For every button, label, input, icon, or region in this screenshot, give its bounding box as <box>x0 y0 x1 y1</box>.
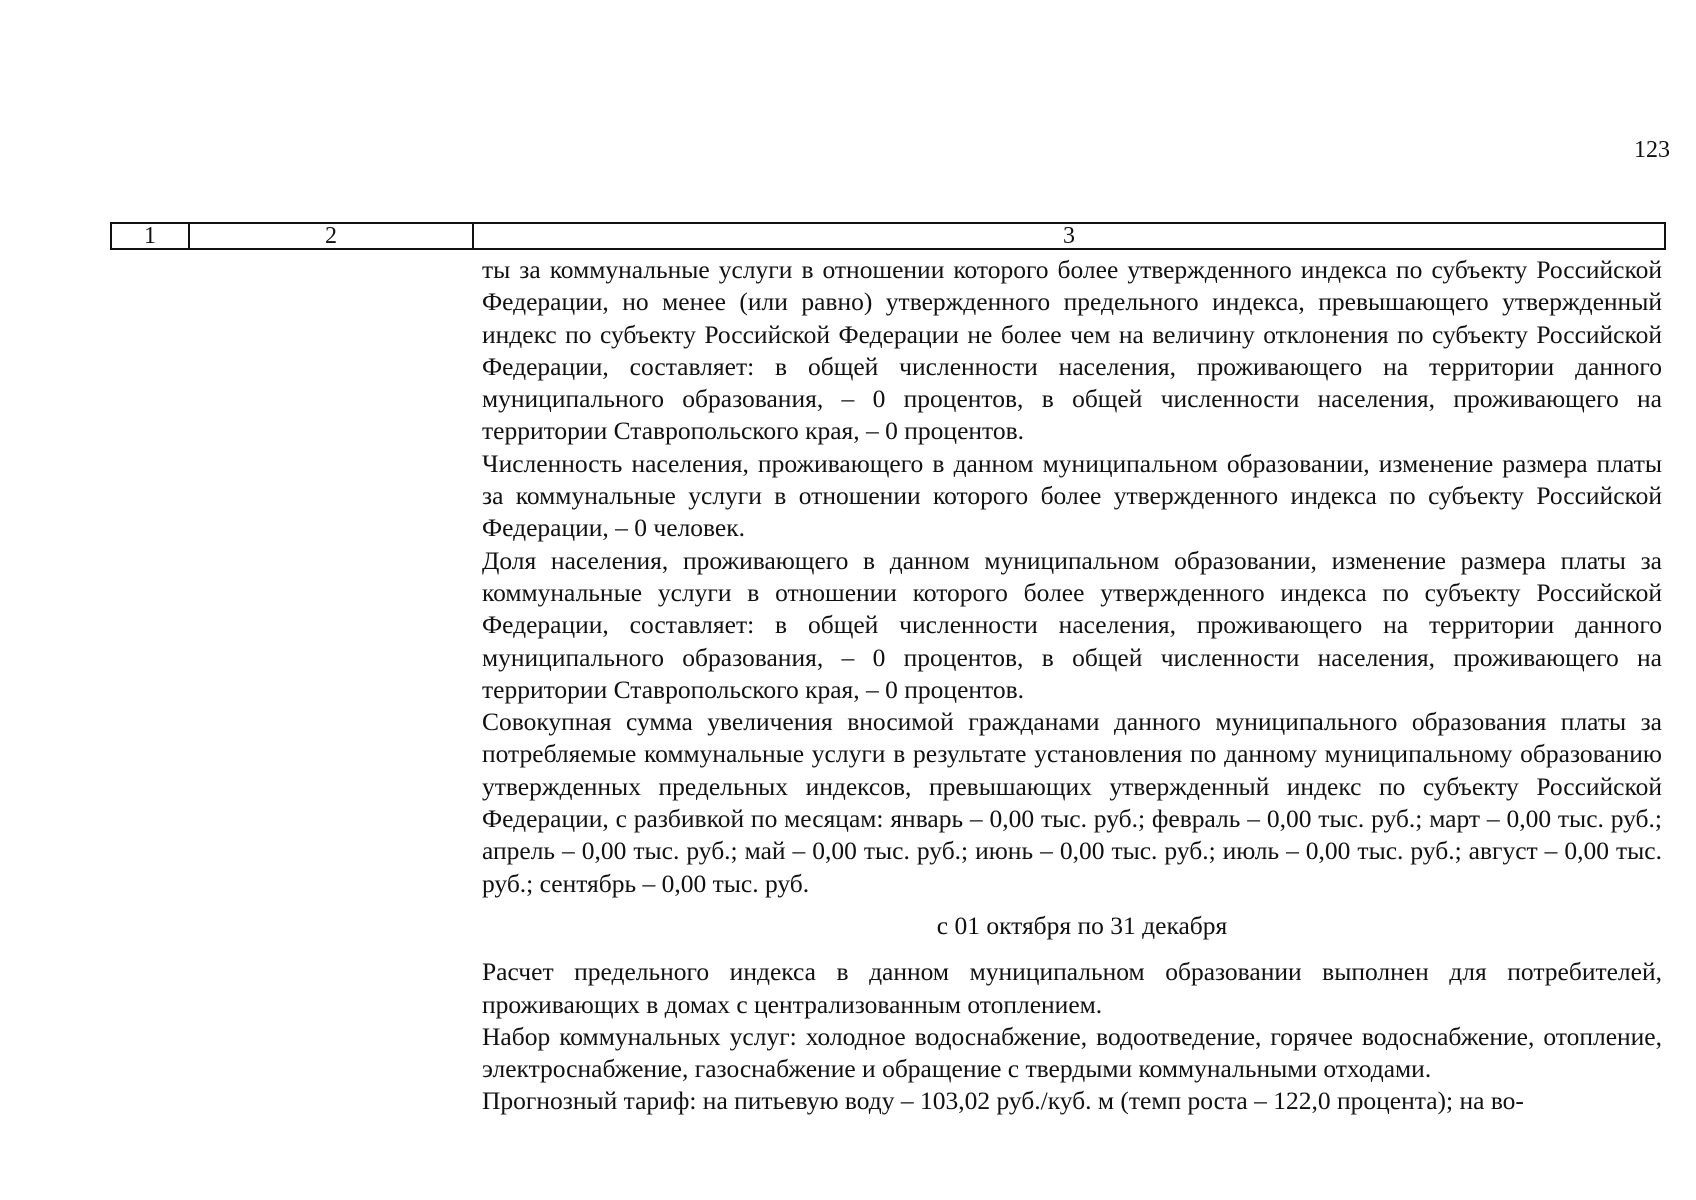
table-header-col-1: 1 <box>112 224 190 248</box>
table-header-col-3: 3 <box>1063 223 1075 249</box>
paragraph: Численность населения, проживающего в данном муниципальном образовании, изменение размера платы за коммунальные услуги в отношении которого более утвержденного индекса по субъекту Российской Федерации, – 0 человек. <box>482 448 1662 543</box>
paragraph: Расчет предельного индекса в данном муниципальном образовании выполнен для потребителей, проживающих в домах с централизованным отоплением. <box>482 957 1662 1019</box>
paragraph: Набор коммунальных услуг: холодное водоснабжение, водоотведение, горячее водоснабжение, отопление, электроснабжение, газоснабжение и обращение с твердыми коммунальными отходами. <box>482 1021 1662 1084</box>
section-heading: с 01 октября по 31 декабря <box>936 910 1228 940</box>
paragraph: Совокупная сумма увеличения вносимой гражданами данного муниципального образования платы за потребляемые коммунальные услуги в результате установления по данному муниципальному образованию утвержденных предельных индексов, превышающих утвержденный индекс по субъекту Российской Федерации, с разбивкой по месяцам: январь – 0,00 тыс. руб.; февраль – 0,00 тыс. руб.; март – 0,00 тыс. руб.; апрель – 0,00 тыс. руб.; май – 0,00 тыс. руб.; июнь – 0,00 тыс. руб.; июль – 0,00 тыс. руб.; август – 0,00 тыс. руб.; сентябрь – 0,00 тыс. руб. <box>482 707 1662 898</box>
paragraph: Прогнозный тариф: на питьевую воду – 103,02 руб./куб. м (темп роста – 122,0 процента); на во- <box>482 1086 1524 1116</box>
page-number: 123 <box>1634 137 1670 163</box>
table-header-col-2: 2 <box>190 224 474 248</box>
paragraph: ты за коммунальные услуги в отношении которого более утвержденного индекса по субъекту Российской Федерации, но менее (или равно) утвержденного предельного индекса, превышающего утвержденный индекс по субъекту Российской Федерации не более чем на величину отклонения по субъекту Российской Федерации, составляет: в общей численности населения, проживающего на территории данного муниципального образования, – 0 процентов, в общей численности населения, проживающего на территории Ставропольского края, – 0 процентов. <box>482 255 1662 446</box>
table-header-row <box>110 222 1666 250</box>
paragraph: Доля населения, проживающего в данном муниципальном образовании, изменение размера платы за коммунальные услуги в отношении которого более утвержденного индекса по субъекту Российской Федерации, составляет: в общей численности населения, проживающего на территории данного муниципального образования, – 0 процентов, в общей численности населения, проживающего на территории Ставропольского края, – 0 процентов. <box>482 545 1662 704</box>
document-body <box>482 254 1662 1118</box>
